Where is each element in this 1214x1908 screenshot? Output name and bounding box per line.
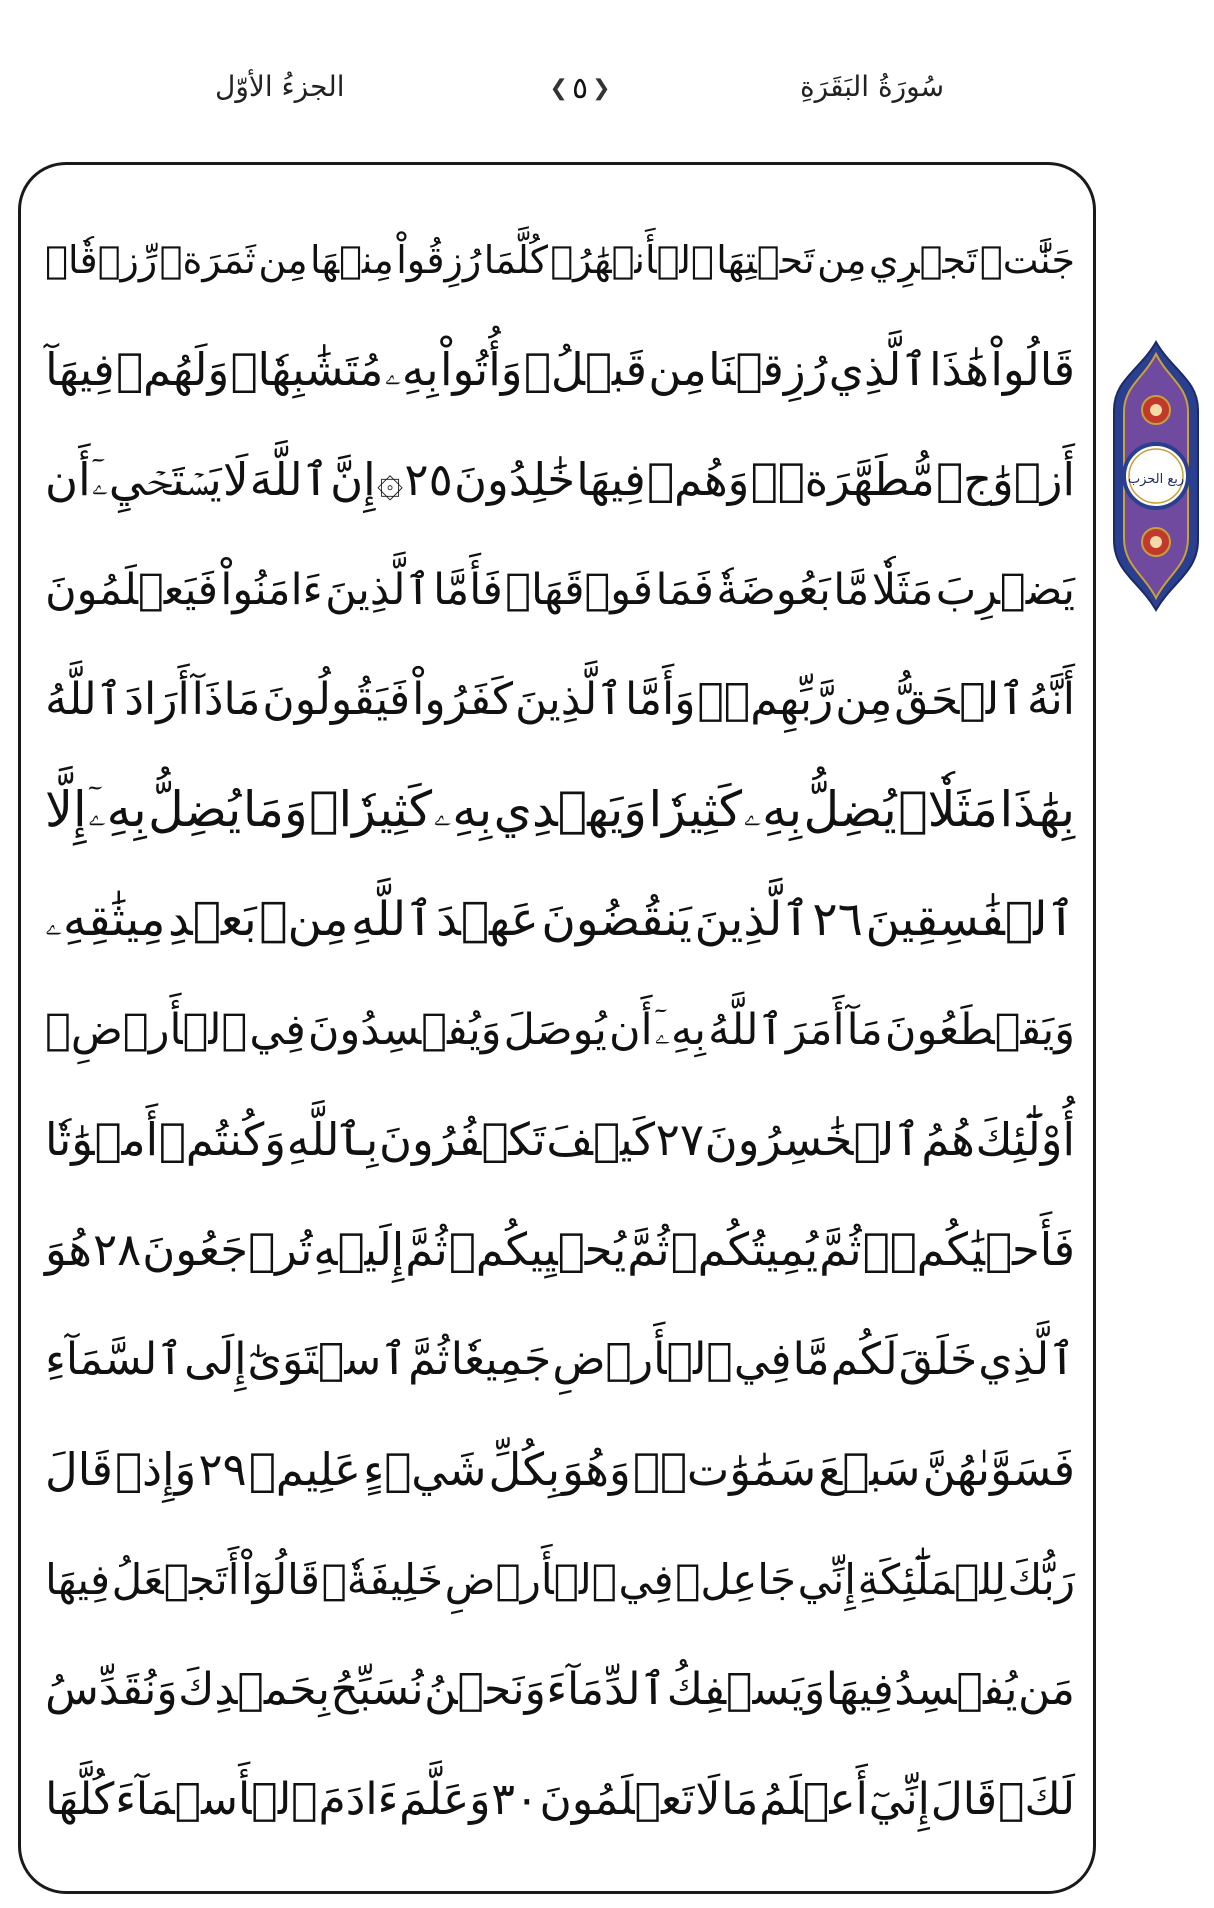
verse-word: كَثِيرٗا — [648, 781, 743, 838]
verse-word: رُزِقُواْ — [396, 238, 482, 282]
verse-word: ٢٩ — [198, 1443, 247, 1496]
verse-word: ۞ — [376, 453, 404, 506]
verse-word: ٱلۡفَٰسِقِينَ — [865, 892, 1075, 947]
verse-word: كُلَّهَا — [45, 1774, 115, 1825]
juz-label: الجزءُ الأوّل — [215, 70, 345, 103]
verse-word: أَرَادَ — [124, 674, 190, 725]
verse-word: ٱللَّهَ — [249, 453, 329, 506]
verse-word: ٢٦ — [812, 892, 863, 947]
hizb-quarter-marker — [1112, 340, 1200, 612]
verse-word: جَاعِلٞ — [675, 1555, 797, 1604]
verse-word: ٱلۡحَقُّ — [894, 674, 1025, 725]
verse-word: بَعُوضَةٗ — [716, 565, 831, 615]
verse-word: مَن — [1017, 1664, 1075, 1715]
verse-word: خَٰلِدُونَ — [453, 453, 576, 506]
verse-word: بِٱللَّهِ — [286, 1113, 379, 1166]
verse-line — [45, 1085, 1075, 1195]
verse-word: يَنقُضُونَ — [541, 892, 692, 947]
verse-word: مِن — [648, 343, 707, 396]
verse-word: لَا — [222, 453, 249, 506]
verse-line — [45, 865, 1075, 975]
page-number: ٥ — [571, 70, 589, 106]
verse-word: وَأُتُواْ — [439, 343, 523, 396]
verse-word: مِيثَٰقِهِۦ — [45, 892, 166, 947]
verse-word: وَلَهُمۡ — [116, 343, 230, 396]
verse-word: إِنَّ — [330, 453, 376, 506]
verse-word: عَلِيمٞ — [248, 1443, 362, 1496]
hizb-ornament-icon — [1112, 340, 1200, 612]
verse-word: وَنُقَدِّسُ — [45, 1664, 178, 1715]
verse-word: رَّبِّهِمۡۖ — [697, 674, 834, 725]
verse-line — [45, 1305, 1075, 1415]
verse-word: ٱلۡأَسۡمَآءَ — [115, 1774, 318, 1825]
verse-word: ٱلَّذِينَ — [515, 674, 624, 725]
verse-word: بِهِۦٓ — [654, 1005, 706, 1055]
verse-word: ٱلۡأَنۡهَٰرُۖ — [550, 238, 714, 282]
verse-word: فَوۡقَهَاۚ — [505, 565, 654, 615]
verse-word: مَاذَآ — [191, 674, 261, 725]
verse-word: ثُمَّ — [819, 1223, 862, 1276]
verse-word: بِحَمۡدِكَ — [178, 1664, 330, 1715]
verse-word: ءَامَنُواْ — [220, 565, 323, 615]
verse-word: مَّا — [833, 565, 870, 615]
verse-word: فِي — [618, 1555, 674, 1604]
verse-word: إِلَيۡهِ — [313, 1223, 405, 1276]
verse-word: وَيَسۡفِكُ — [666, 1664, 826, 1715]
verse-line — [45, 975, 1075, 1085]
verse-word: ٢٨ — [92, 1223, 142, 1276]
verse-word: بِهِۦ — [384, 343, 439, 396]
verse-word: فِيهَآ — [45, 343, 115, 396]
verse-word: هُوَ — [45, 1223, 92, 1276]
verse-word: تَكۡفُرُونَ — [378, 1113, 546, 1166]
verse-word: فَيَعۡلَمُونَ — [45, 565, 219, 615]
verse-word: فَمَا — [655, 565, 714, 615]
verse-word: ٱلۡأَرۡضِ — [444, 1555, 617, 1604]
verse-word: سَمَٰوَٰتٖۚ — [632, 1443, 817, 1496]
verse-word: رَبُّكَ — [1007, 1555, 1075, 1604]
verse-word: مُّطَهَّرَةٞۖ — [750, 453, 935, 506]
verse-word: فِي — [733, 1334, 792, 1385]
verse-word: بِكُلِّ — [488, 1443, 560, 1496]
verse-word: خَلَقَ — [898, 1334, 978, 1385]
verse-word: تَعۡلَمُونَ — [539, 1774, 695, 1825]
verse-word: رِّزۡقٗاۙ — [45, 238, 158, 282]
verse-word: قَبۡلُۖ — [523, 343, 648, 396]
verse-word: يَضۡرِبَ — [935, 565, 1075, 615]
verse-word: ٱلسَّمَآءِ — [45, 1334, 184, 1385]
verse-word: فَيَقُولُونَ — [262, 674, 411, 725]
verse-word: ٱلَّذِينَ — [694, 892, 810, 947]
verse-word: بِهِۦ — [743, 781, 803, 838]
verse-word: يُضِلُّ — [803, 781, 897, 838]
verse-word: تُرۡجَعُونَ — [142, 1223, 313, 1276]
verse-word: أَن — [608, 1005, 653, 1055]
verse-word: ءَادَمَ — [318, 1774, 399, 1825]
verse-word: لَا — [695, 1774, 721, 1825]
verse-word: قَالُوٓاْ — [240, 1555, 320, 1604]
verse-word: لَكُم — [830, 1334, 898, 1385]
verse-word: ٱسۡتَوَىٰٓ — [247, 1334, 408, 1385]
verse-word: ثَمَرَةٖ — [159, 238, 256, 282]
verse-word: ٱلَّذِينَ — [325, 565, 431, 615]
verse-word: مِن — [835, 674, 893, 725]
verse-word: وَهُمۡ — [646, 453, 750, 506]
verse-word: مَا — [721, 1774, 759, 1825]
verse-word: يَسۡتَحۡيِۦٓ — [91, 453, 222, 506]
verse-word: خَلِيفَةٗۖ — [321, 1555, 444, 1604]
verse-word: يُمِيتُكُمۡ — [670, 1223, 819, 1276]
verse-word: ٱلۡأَرۡضِۚ — [45, 1005, 248, 1055]
verse-word: أَزۡوَٰجٞ — [935, 453, 1075, 506]
verse-word: بِهِۦٓ — [88, 781, 147, 838]
verse-line — [45, 645, 1075, 755]
verse-line — [45, 1195, 1075, 1305]
verse-word: ٢٥ — [404, 453, 453, 506]
verse-word: ٢٧ — [655, 1113, 704, 1166]
verse-word: أَنَّهُ — [1026, 674, 1075, 725]
ornament-left-icon: ❮ — [549, 75, 568, 101]
verse-word: وَنَحۡنُ — [424, 1664, 546, 1715]
verse-word: إِلَى — [184, 1334, 247, 1385]
verse-word: يُفۡسِدُ — [894, 1664, 1018, 1715]
verse-word: كُلَّمَا — [483, 238, 548, 282]
verse-word: يُوصَلَ — [503, 1005, 607, 1055]
verse-line — [45, 1525, 1075, 1635]
verse-word: كَفَرُواْ — [412, 674, 514, 725]
verse-word: شَيۡءٍ — [363, 1443, 487, 1496]
page-header — [0, 60, 1214, 120]
verse-word: أَمۡوَٰتٗا — [45, 1113, 159, 1166]
verse-word: ثُمَّ — [405, 1223, 448, 1276]
verse-word: مَثَلٗاۘ — [898, 781, 998, 838]
verse-word: أَعۡلَمُ — [759, 1774, 868, 1825]
verse-word: مُتَشَٰبِهٗاۖ — [230, 343, 384, 396]
verse-lines — [45, 205, 1075, 1865]
verse-word: ٱلَّذِي — [828, 343, 928, 396]
verse-word: فِيهَا — [576, 453, 646, 506]
verse-word: نُسَبِّحُ — [330, 1664, 424, 1715]
verse-word: مِنۢ — [259, 892, 349, 947]
verse-word: بَعۡدِ — [168, 892, 257, 947]
verse-word: ثُمَّ — [408, 1334, 450, 1385]
verse-word: مِنۡهَا — [310, 238, 394, 282]
verse-word: تَحۡتِهَا — [716, 238, 815, 282]
verse-word: فِي — [249, 1005, 306, 1055]
verse-word: فَأَحۡيَٰكُمۡۖ — [862, 1223, 1075, 1276]
verse-word: ثُمَّ — [627, 1223, 670, 1276]
verse-word: قَالَ — [45, 1443, 113, 1496]
verse-word: أُوْلَٰٓئِكَ — [975, 1113, 1075, 1166]
verse-word: وَهُوَ — [562, 1443, 631, 1496]
verse-word: فَسَوَّىٰهُنَّ — [922, 1443, 1075, 1496]
verse-word: كَيۡفَ — [546, 1113, 655, 1166]
verse-word: ٱللَّهُ — [45, 674, 123, 725]
verse-word: سَبۡعَ — [818, 1443, 921, 1496]
verse-word: أَمَرَ — [785, 1005, 845, 1055]
verse-word: بِهَٰذَا — [999, 781, 1075, 838]
surah-name: سُورَةُ البَقَرَةِ — [800, 70, 945, 103]
verse-word: ٱللَّهِ — [350, 892, 434, 947]
verse-word: إِنِّي — [797, 1555, 856, 1604]
verse-word: مَثَلٗا — [871, 565, 934, 615]
verse-word: كَثِيرٗاۚ — [309, 781, 433, 838]
verse-word: هَٰذَا — [929, 343, 989, 396]
verse-word: جَمِيعٗا — [450, 1334, 552, 1385]
verse-word: هُمُ — [921, 1113, 975, 1166]
verse-word: يُحۡيِيكُمۡ — [448, 1223, 627, 1276]
verse-word: إِنِّيٓ — [868, 1774, 930, 1825]
verse-word: رُزِقۡنَا — [708, 343, 828, 396]
hizb-label: ربع الحزب — [1127, 472, 1185, 487]
verse-word: عَهۡدَ — [436, 892, 539, 947]
verse-line — [45, 425, 1075, 535]
verse-word: قَالَ — [930, 1774, 998, 1825]
verse-word: ٣٠ — [491, 1774, 539, 1825]
verse-word: وَيَقۡطَعُونَ — [884, 1005, 1075, 1055]
verse-word: وَيُفۡسِدُونَ — [307, 1005, 502, 1055]
verse-line — [45, 1415, 1075, 1525]
verse-word: ٱلدِّمَآءَ — [546, 1664, 667, 1715]
verse-word: وَكُنتُمۡ — [158, 1113, 287, 1166]
verse-word: مِن — [258, 238, 308, 282]
verse-line — [45, 205, 1075, 315]
verse-word: وَمَا — [242, 781, 308, 838]
verse-word: وَعَلَّمَ — [399, 1774, 491, 1825]
verse-word: يُضِلُّ — [148, 781, 242, 838]
verse-word: قَالُواْ — [990, 343, 1075, 396]
verse-word: لَكَۖ — [998, 1774, 1075, 1825]
verse-word: أَن — [45, 453, 91, 506]
page-number-badge — [535, 68, 625, 108]
verse-line — [45, 755, 1075, 865]
verse-line — [45, 315, 1075, 425]
verse-word: جَنَّٰتٖ — [979, 238, 1075, 282]
verse-word: وَيَهۡدِي — [493, 781, 647, 838]
verse-word: ٱللَّهُ — [708, 1005, 784, 1055]
ornament-right-icon: ❯ — [592, 75, 611, 101]
verse-word: إِلَّا — [45, 781, 87, 838]
verse-word: ٱلۡأَرۡضِ — [552, 1334, 733, 1385]
verse-word: فَأَمَّا — [433, 565, 503, 615]
verse-line — [45, 1745, 1075, 1855]
verse-word: مِن — [817, 238, 867, 282]
verse-word: مَآ — [846, 1005, 883, 1055]
verse-word: بِهِۦ — [433, 781, 493, 838]
verse-line — [45, 535, 1075, 645]
verse-word: ٱلَّذِي — [978, 1334, 1075, 1385]
verse-word: أَتَجۡعَلُ — [111, 1555, 240, 1604]
verse-line — [45, 1635, 1075, 1745]
verse-word: ٱلۡخَٰسِرُونَ — [704, 1113, 921, 1166]
verse-word: لِلۡمَلَٰٓئِكَةِ — [857, 1555, 1007, 1604]
verse-word: مَّا — [792, 1334, 830, 1385]
verse-word: تَجۡرِي — [868, 238, 978, 282]
verse-word: فِيهَا — [825, 1664, 894, 1715]
verse-word: وَإِذۡ — [114, 1443, 197, 1496]
verse-word: وَأَمَّا — [625, 674, 696, 725]
verse-word: فِيهَا — [45, 1555, 111, 1604]
